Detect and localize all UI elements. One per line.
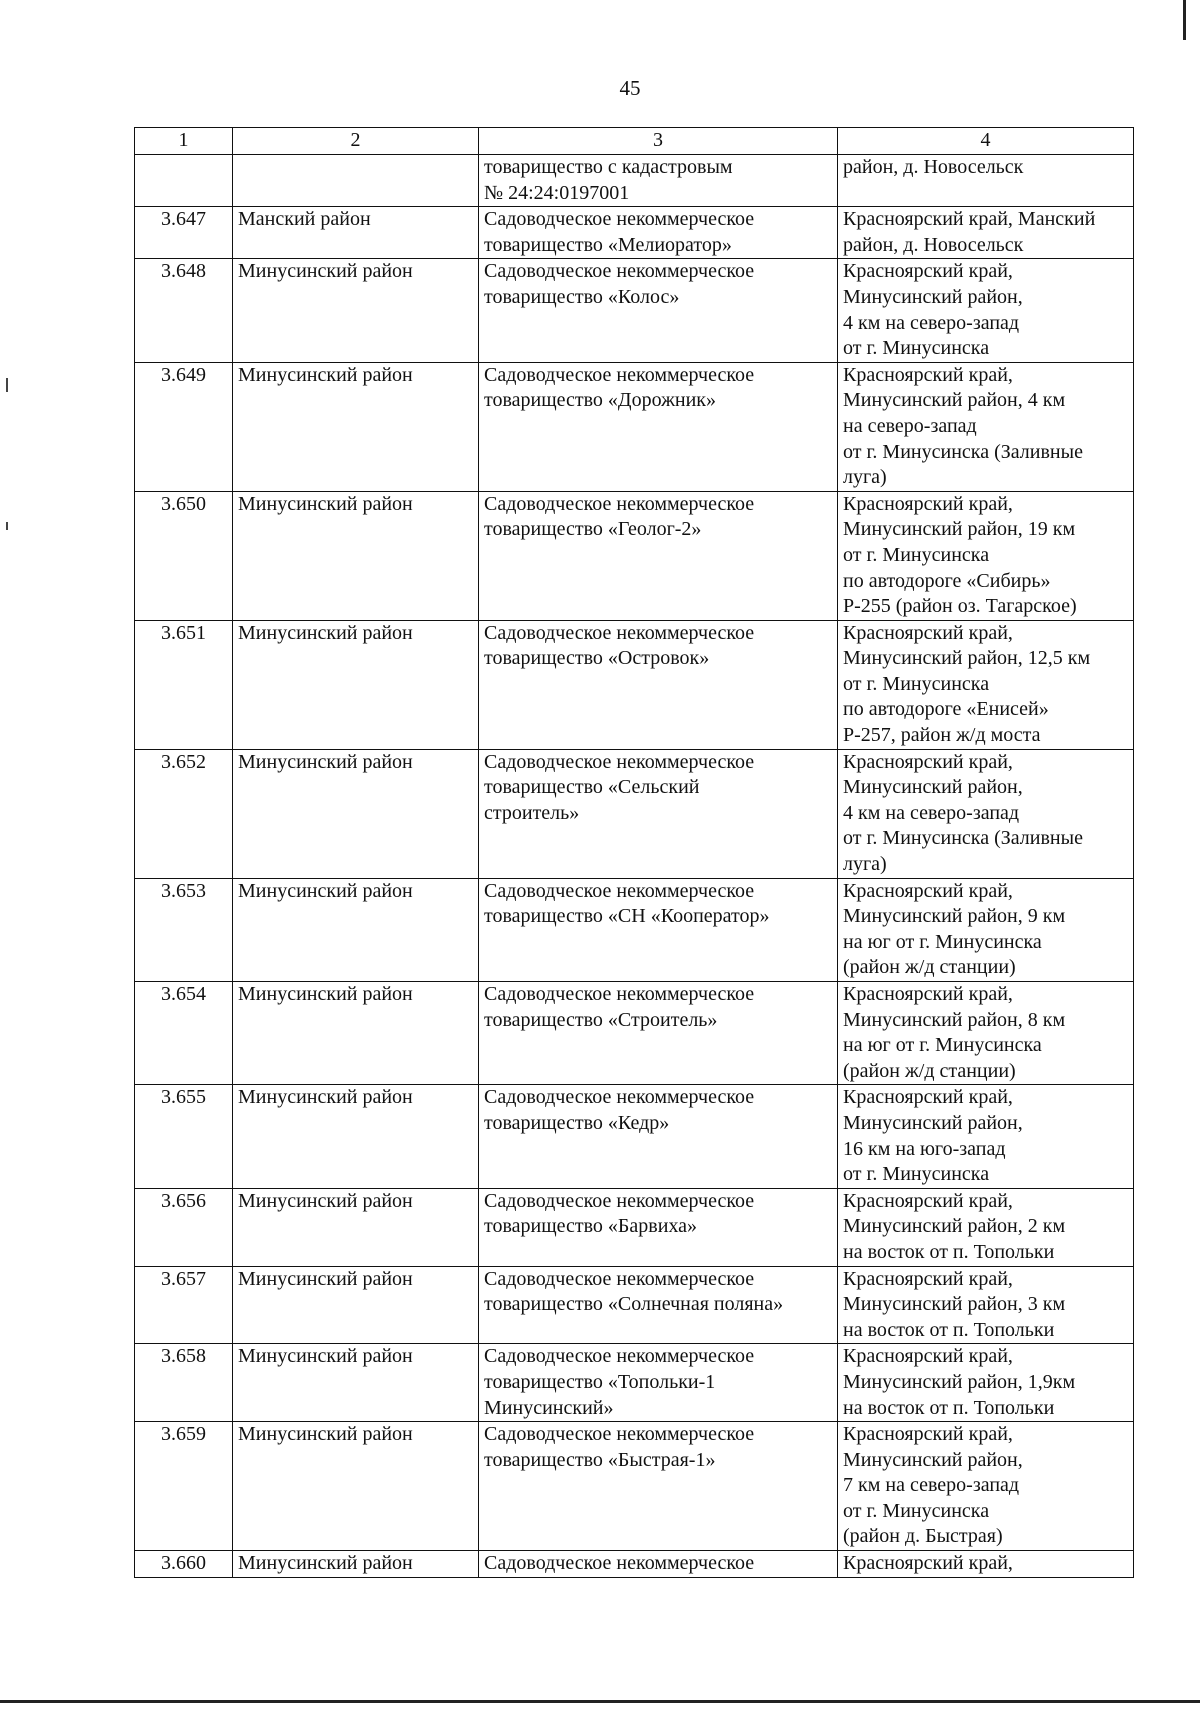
table-row — [135, 878, 1134, 981]
row-partnership-name: Садоводческое некоммерческое товарищество «Кедр» — [479, 1085, 838, 1188]
row-location: Красноярский край, Минусинский район, 12,5 км от г. Минусинска по автодороге «Енисей» Р-257, район ж/д моста — [838, 620, 1134, 749]
registry-table — [134, 127, 1134, 1578]
table-row — [135, 259, 1134, 362]
row-number: 3.654 — [135, 982, 233, 1085]
row-number: 3.648 — [135, 259, 233, 362]
scan-margin-mark — [6, 378, 8, 392]
table-row — [135, 1422, 1134, 1551]
row-number: 3.656 — [135, 1188, 233, 1266]
row-number: 3.660 — [135, 1551, 233, 1578]
row-district: Минусинский район — [233, 491, 479, 620]
row-location: Красноярский край, Минусинский район, 4 км на северо-запад от г. Минусинска (Заливные луга) — [838, 362, 1134, 491]
scan-edge-mark — [0, 1700, 1200, 1703]
table-row — [135, 1266, 1134, 1344]
row-location: Красноярский край, Минусинский район, 19 км от г. Минусинска по автодороге «Сибирь» Р-255 (район оз. Тагарское) — [838, 491, 1134, 620]
row-number: 3.650 — [135, 491, 233, 620]
table-row — [135, 362, 1134, 491]
row-partnership-name: Садоводческое некоммерческое товарищество «Строитель» — [479, 982, 838, 1085]
table-row — [135, 155, 1134, 207]
row-location: Красноярский край, Минусинский район, 2 км на восток от п. Топольки — [838, 1188, 1134, 1266]
row-partnership-name: Садоводческое некоммерческое товарищество «Быстрая-1» — [479, 1422, 838, 1551]
row-number: 3.651 — [135, 620, 233, 749]
table-row — [135, 207, 1134, 259]
row-partnership-name: Садоводческое некоммерческое товарищество «Колос» — [479, 259, 838, 362]
table-row — [135, 1344, 1134, 1422]
table-body — [135, 155, 1134, 1578]
row-location: Красноярский край, Минусинский район, 7 км на северо-запад от г. Минусинска (район д. Быстрая) — [838, 1422, 1134, 1551]
row-district: Минусинский район — [233, 1266, 479, 1344]
table-row — [135, 1085, 1134, 1188]
row-location: Красноярский край, Минусинский район, 3 км на восток от п. Топольки — [838, 1266, 1134, 1344]
row-number: 3.653 — [135, 878, 233, 981]
row-district: Минусинский район — [233, 878, 479, 981]
table-row — [135, 491, 1134, 620]
table-row — [135, 1551, 1134, 1578]
row-partnership-name: Садоводческое некоммерческое товарищество «Мелиоратор» — [479, 207, 838, 259]
row-partnership-name: Садоводческое некоммерческое товарищество «Геолог-2» — [479, 491, 838, 620]
row-number — [135, 155, 233, 207]
row-partnership-name: Садоводческое некоммерческое товарищество «Барвиха» — [479, 1188, 838, 1266]
table-row — [135, 620, 1134, 749]
row-location: Красноярский край, Минусинский район, 4 км на северо-запад от г. Минусинска — [838, 259, 1134, 362]
row-location: Красноярский край, Минусинский район, 9 км на юг от г. Минусинска (район ж/д станции) — [838, 878, 1134, 981]
row-location: Красноярский край, Минусинский район, 4 км на северо-запад от г. Минусинска (Заливные луга) — [838, 749, 1134, 878]
row-partnership-name: Садоводческое некоммерческое — [479, 1551, 838, 1578]
header-col-1: 1 — [135, 128, 233, 155]
row-district: Минусинский район — [233, 259, 479, 362]
row-location: Красноярский край, — [838, 1551, 1134, 1578]
row-location: Красноярский край, Минусинский район, 1,9км на восток от п. Топольки — [838, 1344, 1134, 1422]
row-partnership-name: Садоводческое некоммерческое товарищество «Сельский строитель» — [479, 749, 838, 878]
row-number: 3.649 — [135, 362, 233, 491]
row-district: Минусинский район — [233, 982, 479, 1085]
row-partnership-name: товарищество с кадастровым № 24:24:0197001 — [479, 155, 838, 207]
row-district: Минусинский район — [233, 620, 479, 749]
row-district: Минусинский район — [233, 1422, 479, 1551]
row-number: 3.658 — [135, 1344, 233, 1422]
row-district: Минусинский район — [233, 1344, 479, 1422]
row-district: Минусинский район — [233, 749, 479, 878]
row-district: Минусинский район — [233, 1551, 479, 1578]
row-number: 3.659 — [135, 1422, 233, 1551]
row-district — [233, 155, 479, 207]
row-partnership-name: Садоводческое некоммерческое товарищество «СН «Кооператор» — [479, 878, 838, 981]
row-number: 3.657 — [135, 1266, 233, 1344]
row-partnership-name: Садоводческое некоммерческое товарищество «Солнечная поляна» — [479, 1266, 838, 1344]
header-col-4: 4 — [838, 128, 1134, 155]
table-row — [135, 1188, 1134, 1266]
header-col-2: 2 — [233, 128, 479, 155]
scan-edge-mark — [1183, 0, 1186, 40]
table-row — [135, 749, 1134, 878]
row-number: 3.647 — [135, 207, 233, 259]
row-district: Минусинский район — [233, 1188, 479, 1266]
header-row — [135, 128, 1134, 155]
row-location: Красноярский край, Минусинский район, 16 км на юго-запад от г. Минусинска — [838, 1085, 1134, 1188]
row-partnership-name: Садоводческое некоммерческое товарищество «Дорожник» — [479, 362, 838, 491]
header-col-3: 3 — [479, 128, 838, 155]
scan-margin-mark — [6, 522, 8, 530]
page-number: 45 — [619, 76, 641, 100]
row-partnership-name: Садоводческое некоммерческое товарищество «Островок» — [479, 620, 838, 749]
row-location: район, д. Новосельск — [838, 155, 1134, 207]
row-location: Красноярский край, Манский район, д. Новосельск — [838, 207, 1134, 259]
row-number: 3.652 — [135, 749, 233, 878]
row-district: Минусинский район — [233, 1085, 479, 1188]
table-header — [135, 128, 1134, 155]
row-district: Минусинский район — [233, 362, 479, 491]
row-partnership-name: Садоводческое некоммерческое товарищество «Топольки-1 Минусинский» — [479, 1344, 838, 1422]
row-location: Красноярский край, Минусинский район, 8 км на юг от г. Минусинска (район ж/д станции) — [838, 982, 1134, 1085]
table-row — [135, 982, 1134, 1085]
row-district: Манский район — [233, 207, 479, 259]
row-number: 3.655 — [135, 1085, 233, 1188]
